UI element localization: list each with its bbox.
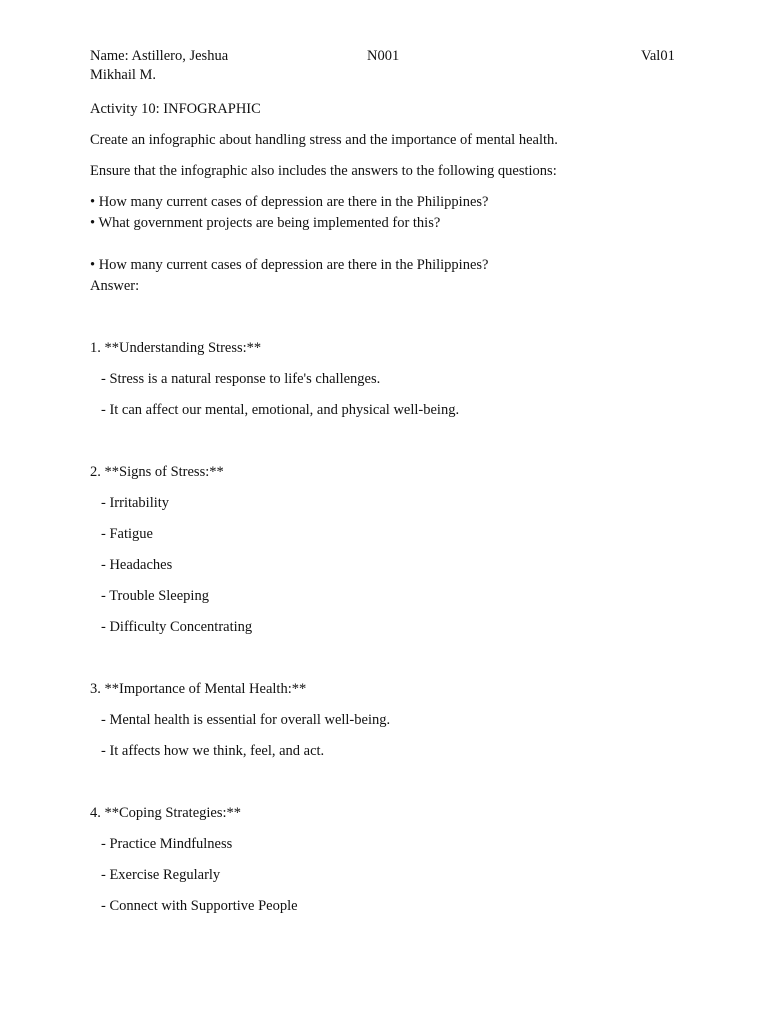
answer-label: Answer: bbox=[90, 278, 140, 294]
list-item: - Exercise Regularly bbox=[101, 867, 221, 883]
question-repeat: • How many current cases of depression are there in the Philippines? bbox=[90, 257, 489, 273]
list-item: - It can affect our mental, emotional, and physical well-being. bbox=[101, 402, 460, 418]
list-item: - It affects how we think, feel, and act. bbox=[101, 743, 325, 759]
list-item: - Difficulty Concentrating bbox=[101, 619, 253, 635]
question-2: • What government projects are being implemented for this? bbox=[90, 215, 441, 231]
section-code: N001 bbox=[367, 48, 400, 64]
instruction-2: Ensure that the infographic also includes the answers to the following questions: bbox=[90, 163, 557, 179]
list-item: - Stress is a natural response to life's challenges. bbox=[101, 371, 381, 387]
student-name: Name: Astillero, Jeshua bbox=[90, 48, 229, 64]
class-code: Val01 bbox=[641, 48, 675, 64]
student-name-continued: Mikhail M. bbox=[90, 67, 157, 83]
list-item: - Mental health is essential for overall well-being. bbox=[101, 712, 391, 728]
list-item: - Fatigue bbox=[101, 526, 153, 542]
section-heading: 1. **Understanding Stress:** bbox=[90, 340, 262, 356]
question-1: • How many current cases of depression are there in the Philippines? bbox=[90, 194, 489, 210]
activity-title: Activity 10: INFOGRAPHIC bbox=[90, 101, 261, 117]
instruction-1: Create an infographic about handling stress and the importance of mental health. bbox=[90, 132, 558, 148]
section-heading: 2. **Signs of Stress:** bbox=[90, 464, 224, 480]
list-item: - Trouble Sleeping bbox=[101, 588, 209, 604]
list-item: - Irritability bbox=[101, 495, 170, 511]
list-item: - Practice Mindfulness bbox=[101, 836, 233, 852]
list-item: - Connect with Supportive People bbox=[101, 898, 298, 914]
section-heading: 4. **Coping Strategies:** bbox=[90, 805, 242, 821]
list-item: - Headaches bbox=[101, 557, 173, 573]
section-heading: 3. **Importance of Mental Health:** bbox=[90, 681, 307, 697]
